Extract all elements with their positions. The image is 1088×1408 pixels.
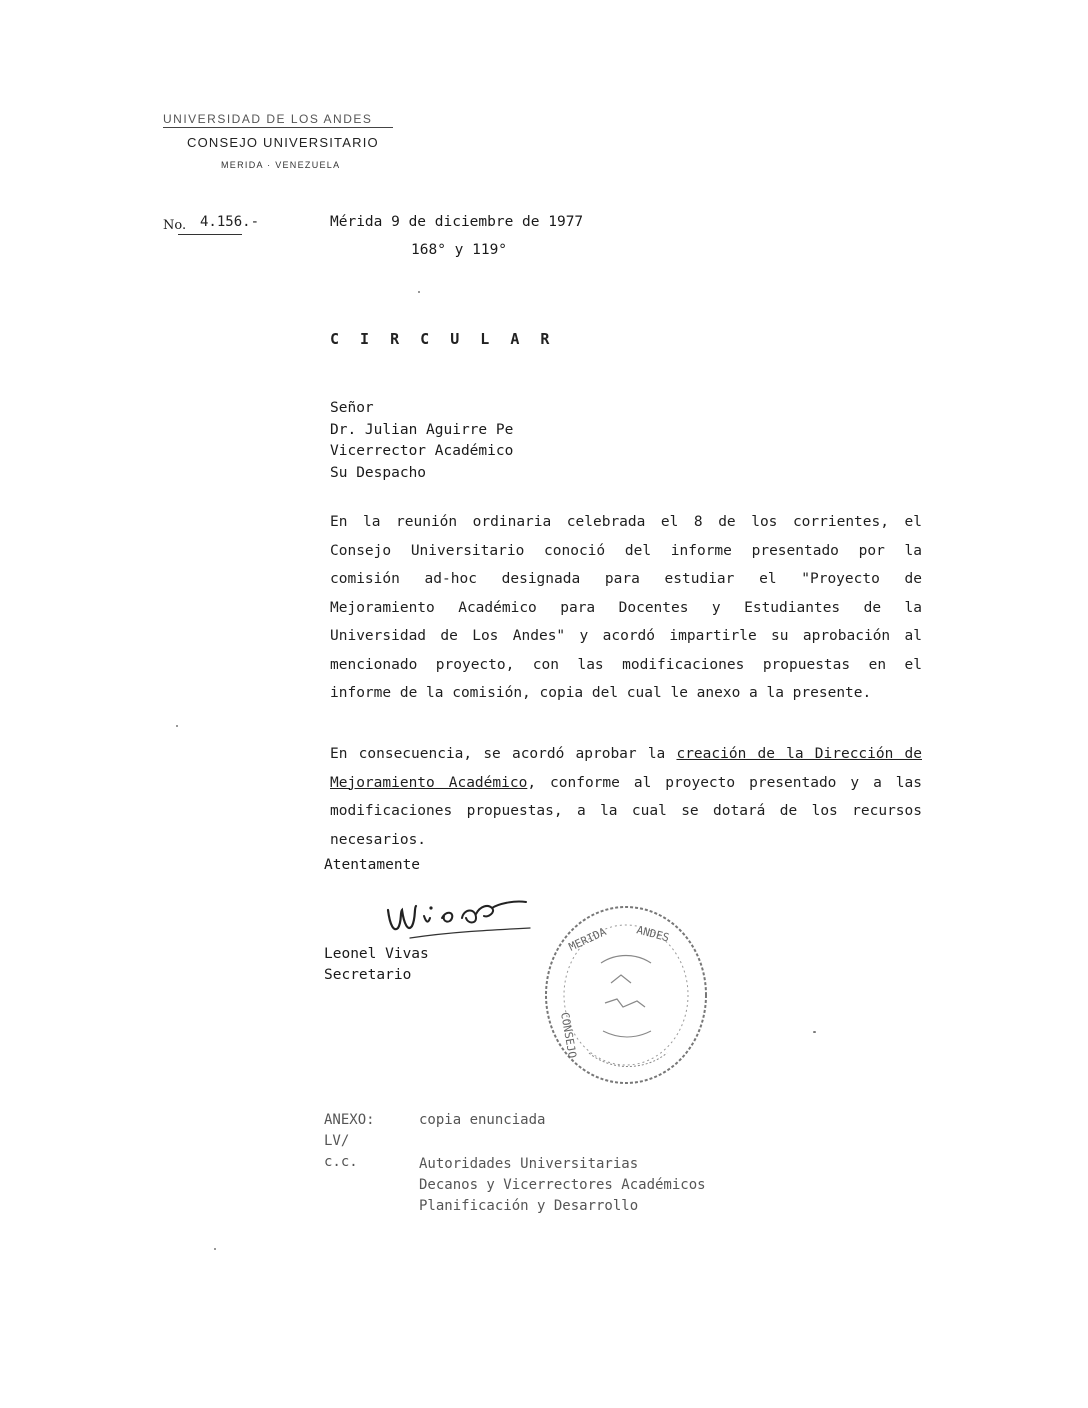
cc-recipient: Decanos y Vicerrectores Académicos — [419, 1177, 706, 1193]
addressee-office: Su Despacho — [330, 464, 427, 481]
cc-recipient: Autoridades Universitarias — [419, 1156, 639, 1172]
addressee-salutation: Señor — [330, 400, 374, 416]
scan-speck — [214, 1248, 216, 1250]
scan-speck — [176, 725, 178, 727]
date-line: Mérida 9 de diciembre de 1977 — [330, 214, 584, 230]
document-heading: C I R C U L A R — [330, 330, 556, 348]
scan-speck — [418, 291, 420, 293]
letterhead-location: MERIDA · VENEZUELA — [221, 160, 341, 170]
closing: Atentamente — [324, 857, 421, 873]
addressee-block — [330, 398, 513, 484]
svg-text:MERIDA: MERIDA — [566, 925, 609, 954]
body-paragraph-1: En la reunión ordinaria celebrada el 8 de los corrientes, el Consejo Universitario conoció del informe presentado por la comisión ad-hoc designada para estudiar el "Proyecto de Mejoramiento Académico para Docentes y Estudiantes de la Universidad de Los Andes" y acordó impartirle su aprobación al mencionado proyecto, con las modificaciones propuestas en el informe de la comisión, copia del cual le anexo a la presente. — [330, 514, 922, 701]
reference-label: No. — [163, 218, 187, 233]
cc-recipients — [419, 1154, 706, 1217]
cc-label: c.c. — [324, 1154, 358, 1170]
official-seal — [541, 903, 711, 1088]
paragraph-2-end: , conforme al proyecto presentado y a las modificaciones propuestas, a la cual se dotará de los recursos necesarios. — [330, 774, 922, 848]
scan-speck — [813, 1031, 816, 1033]
body-paragraph-2 — [330, 740, 922, 854]
annex-label: ANEXO: — [324, 1112, 375, 1128]
paragraph-2-underlined: creación de la Dirección de Mejoramiento Académico — [330, 746, 922, 791]
svg-text:CONSEJO: CONSEJO — [558, 1011, 579, 1060]
annex-value: copia enunciada — [419, 1112, 546, 1128]
signer-name: Leonel Vivas — [324, 946, 429, 962]
addressee-name: Dr. Julian Aguirre Pe — [330, 421, 514, 438]
addressee-position: Vicerrector Académico — [330, 443, 514, 459]
reference-number: 4.156.- — [200, 214, 260, 230]
reference-underline — [178, 234, 242, 235]
letterhead-institution: UNIVERSIDAD DE LOS ANDES — [163, 112, 373, 123]
typist-initials: LV/ — [324, 1133, 350, 1149]
svg-text:ANDES: ANDES — [635, 923, 671, 945]
letterhead-rule — [163, 127, 393, 128]
signer-title: Secretario — [324, 967, 412, 983]
handwritten-signature — [380, 888, 540, 948]
paragraph-2-start: En consecuencia, se acordó aprobar la — [330, 746, 677, 762]
date-years: 168° y 119° — [411, 242, 508, 258]
cc-recipient: Planificación y Desarrollo — [419, 1198, 639, 1214]
letterhead-council: CONSEJO UNIVERSITARIO — [187, 135, 379, 150]
